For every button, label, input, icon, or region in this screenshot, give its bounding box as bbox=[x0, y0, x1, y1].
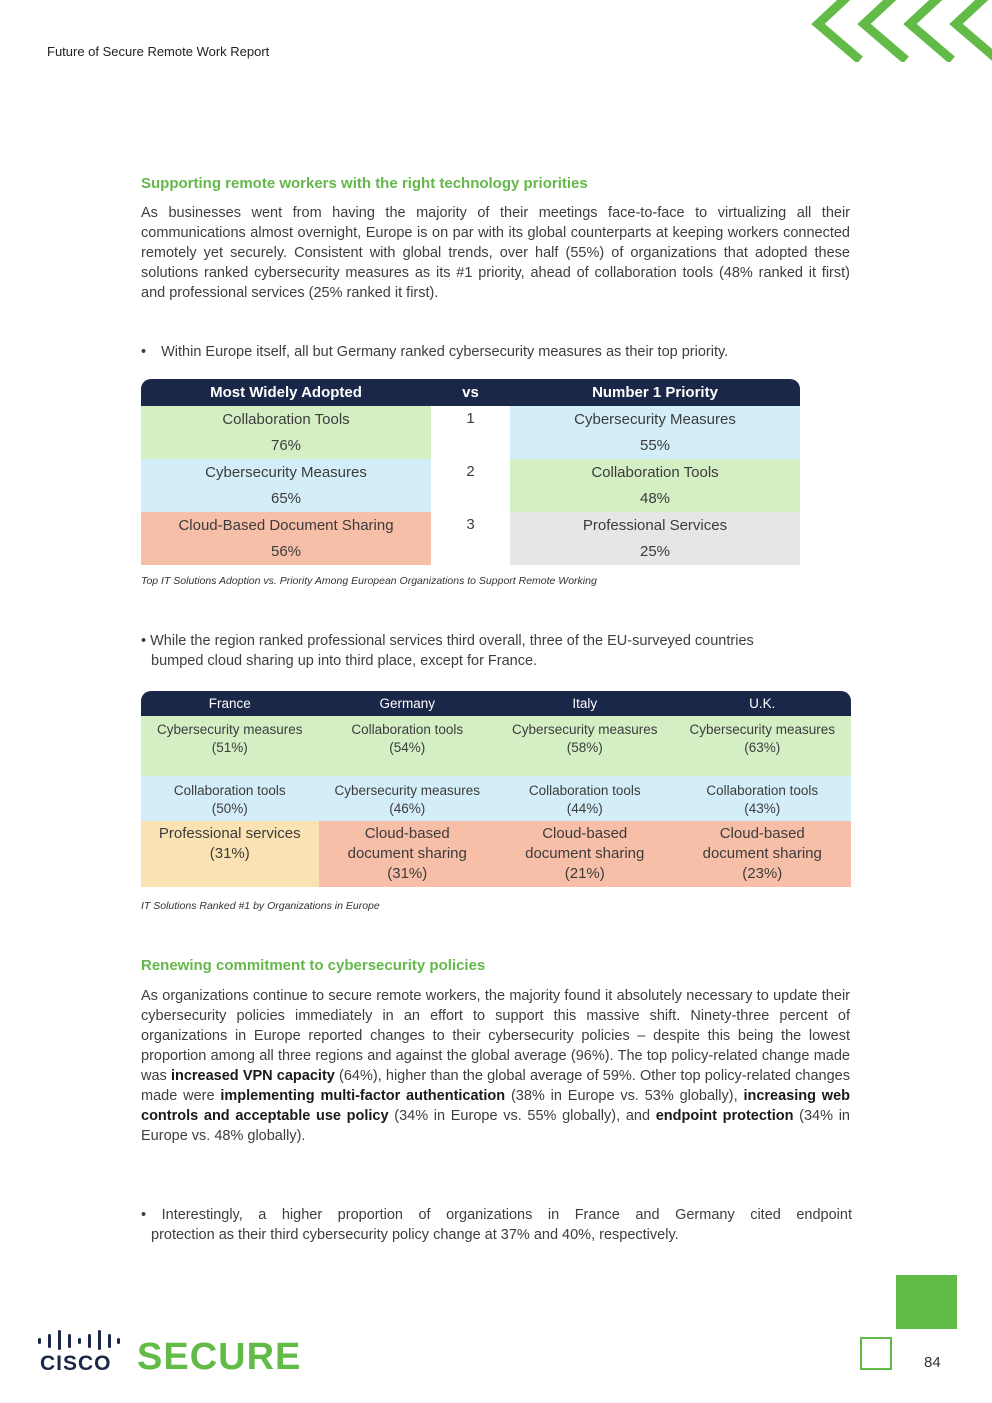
bullet-text-line1: Interestingly, a higher proportion of organizations in France and Germany cited endpoint bbox=[161, 1207, 853, 1223]
cell-label: Cybersecurity measures bbox=[334, 783, 481, 798]
cell-label: Collaboration tools bbox=[351, 722, 464, 737]
cell-value: 25% bbox=[639, 543, 671, 561]
cell-label: Cloud-based document sharing bbox=[525, 825, 645, 862]
priority-cell bbox=[510, 459, 800, 512]
country-rankings-table bbox=[141, 691, 851, 887]
secure-logo-text: SECURE bbox=[137, 1336, 302, 1378]
rank2-cell-italy bbox=[496, 776, 674, 821]
cell-value: 48% bbox=[639, 490, 671, 508]
bullet-text-line2: protection as their third cybersecurity policy change at 37% and 40%, respectively. bbox=[151, 1227, 679, 1243]
cell-label: Cloud-based document sharing bbox=[347, 825, 467, 862]
rank1-cell-france bbox=[141, 716, 319, 776]
bullet-marker: • bbox=[141, 344, 147, 360]
table-row bbox=[141, 512, 800, 565]
cell-value: (63%) bbox=[744, 740, 781, 755]
bullet-item bbox=[141, 342, 728, 362]
cell-label: Cybersecurity measures bbox=[689, 722, 836, 737]
rank-cell bbox=[431, 459, 510, 512]
rank3-cell-uk bbox=[674, 821, 852, 887]
cell-label: Professional services bbox=[158, 825, 301, 842]
rank2-cell-germany bbox=[319, 776, 497, 821]
bullet-text-line2: bumped cloud sharing up into third place, except for France. bbox=[151, 653, 538, 669]
cell-value: 76% bbox=[270, 437, 302, 455]
header-uk: U.K. bbox=[749, 696, 776, 711]
bold-run: increasing web controls and acceptable use policy bbox=[141, 1088, 850, 1124]
bold-run: implementing multi-factor authentication bbox=[220, 1088, 506, 1104]
table2-caption: IT Solutions Ranked #1 by Organizations in Europe bbox=[141, 900, 380, 912]
text-run: As organizations continue to secure remote workers, the majority found it absolutely necessary to update their cybersecurity policies immediately in an effort to support this massive shift. Ninety-three percent of organizations in Europe reported changes to their cybersecurity policies – despite this being the lowest proportion among all three regions and against the global average (96%). The top policy-related change made was bbox=[141, 988, 850, 1084]
cell-value: (44%) bbox=[566, 801, 603, 816]
table-row bbox=[141, 716, 851, 776]
page-number: 84 bbox=[924, 1354, 941, 1371]
cell-value: (50%) bbox=[211, 801, 248, 816]
rank1-cell-germany bbox=[319, 716, 497, 776]
priority-cell bbox=[510, 406, 800, 459]
cisco-bars-icon bbox=[38, 1329, 120, 1351]
adopted-cell bbox=[141, 406, 431, 459]
cell-label: Cloud-based document sharing bbox=[702, 825, 822, 862]
cell-label: Collaboration tools bbox=[173, 783, 286, 798]
cell-value: (46%) bbox=[389, 801, 426, 816]
rank-value: 1 bbox=[466, 410, 475, 427]
cell-value: (51%) bbox=[211, 740, 248, 755]
table-row bbox=[141, 821, 851, 887]
bullet-text-line1: While the region ranked professional services third overall, three of the EU-surveyed countries bbox=[150, 633, 754, 649]
cell-label: Collaboration Tools bbox=[222, 410, 350, 428]
cell-value: (31%) bbox=[387, 865, 428, 882]
bullet-item bbox=[141, 631, 876, 671]
text-run: (64%), higher than the global average of 59%. Other top policy-related changes made were bbox=[141, 1068, 850, 1104]
cisco-logo-text: CISCO bbox=[40, 1352, 112, 1375]
table-row bbox=[141, 776, 851, 821]
section-heading-technology-priorities: Supporting remote workers with the right technology priorities bbox=[141, 175, 588, 192]
rank-value: 3 bbox=[466, 516, 475, 533]
cell-value: 56% bbox=[270, 543, 302, 561]
intro-paragraph: As businesses went from having the majority of their meetings face-to-face to virtualizing all their communications almost overnight, Europe is on par with its global counterparts at keeping workers connected remotely yet securely. Consistent with global trends, over half (55%) of organizations that adopted these solutions ranked cybersecurity measures as its #1 priority, ahead of collaboration tools (48% ranked it first) and professional services (25% ranked it first). bbox=[141, 205, 850, 301]
cell-value: (23%) bbox=[742, 865, 783, 882]
text-run: (34% in Europe vs. 55% globally), and bbox=[388, 1108, 656, 1124]
adopted-cell bbox=[141, 512, 431, 565]
cell-value: 65% bbox=[270, 490, 302, 508]
cell-label: Cloud-Based Document Sharing bbox=[178, 516, 394, 534]
cell-value: (58%) bbox=[566, 740, 603, 755]
cell-label: Collaboration tools bbox=[528, 783, 641, 798]
table-row bbox=[141, 459, 800, 512]
cell-value: (31%) bbox=[209, 845, 250, 862]
cell-label: Cybersecurity Measures bbox=[574, 410, 736, 428]
cell-value: (54%) bbox=[389, 740, 426, 755]
bold-run: endpoint protection bbox=[655, 1108, 794, 1124]
rank1-cell-uk bbox=[674, 716, 852, 776]
rank1-cell-italy bbox=[496, 716, 674, 776]
cell-label: Cybersecurity measures bbox=[511, 722, 658, 737]
rank2-cell-france bbox=[141, 776, 319, 821]
cell-value: 55% bbox=[639, 437, 671, 455]
bullet-item bbox=[141, 1205, 852, 1245]
cell-value: (43%) bbox=[744, 801, 781, 816]
text-run: (34% in Europe vs. 48% globally). bbox=[141, 1108, 850, 1144]
header-france: France bbox=[208, 696, 251, 711]
cell-label: Cybersecurity measures bbox=[156, 722, 303, 737]
bullet-text: Within Europe itself, all but Germany ranked cybersecurity measures as their top priority. bbox=[161, 344, 729, 360]
rank-cell bbox=[431, 512, 510, 565]
rank3-cell-france bbox=[141, 821, 319, 887]
cell-label: Collaboration Tools bbox=[591, 463, 719, 481]
rank3-cell-italy bbox=[496, 821, 674, 887]
adoption-vs-priority-table bbox=[141, 379, 800, 565]
table-row bbox=[141, 406, 800, 459]
policies-paragraph bbox=[141, 986, 850, 1146]
decorative-green-square bbox=[896, 1275, 957, 1329]
bullet-marker: • bbox=[141, 633, 147, 649]
cell-value: (21%) bbox=[564, 865, 605, 882]
rank2-cell-uk bbox=[674, 776, 852, 821]
table-header bbox=[141, 691, 851, 716]
decorative-outline-square bbox=[860, 1337, 892, 1370]
report-title: Future of Secure Remote Work Report bbox=[47, 44, 270, 59]
header-germany: Germany bbox=[379, 696, 436, 711]
rank-value: 2 bbox=[466, 463, 475, 480]
header-vs: vs bbox=[462, 384, 479, 401]
header-italy: Italy bbox=[572, 696, 598, 711]
section-heading-cybersecurity-policies: Renewing commitment to cybersecurity policies bbox=[141, 957, 486, 974]
header-most-adopted: Most Widely Adopted bbox=[210, 384, 362, 401]
table1-caption: Top IT Solutions Adoption vs. Priority Among European Organizations to Support Remote Working bbox=[141, 575, 597, 587]
rank-cell bbox=[431, 406, 510, 459]
priority-cell bbox=[510, 512, 800, 565]
bullet-marker: • bbox=[141, 1207, 147, 1223]
adopted-cell bbox=[141, 459, 431, 512]
bold-run: increased VPN capacity bbox=[170, 1068, 335, 1084]
cell-label: Cybersecurity Measures bbox=[205, 463, 367, 481]
table-header bbox=[141, 379, 800, 406]
header-number-1-priority: Number 1 Priority bbox=[592, 384, 718, 401]
text-run: (38% in Europe vs. 53% globally), bbox=[505, 1088, 744, 1104]
cell-label: Collaboration tools bbox=[706, 783, 819, 798]
cell-label: Professional Services bbox=[582, 516, 728, 534]
rank3-cell-germany bbox=[319, 821, 497, 887]
chevron-arrows-decoration bbox=[808, 0, 992, 62]
